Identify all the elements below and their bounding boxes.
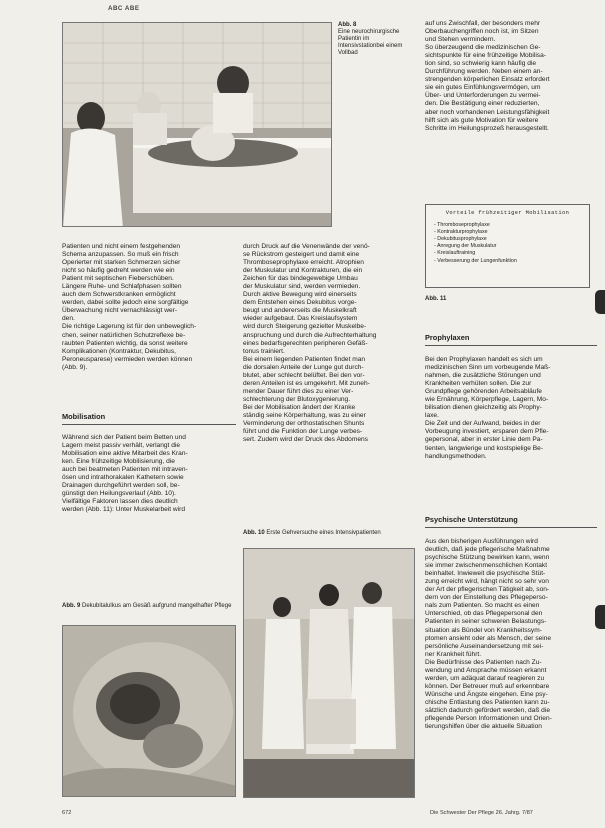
text-line: sert. Zudem wird der Druck des Abdomens xyxy=(243,436,368,444)
text-line: der Art der pflegerischen Tätigkeit ab, son- xyxy=(425,586,550,594)
text-line: ner Krankheit führt. xyxy=(425,650,482,658)
text-line: deutlich, daß jede pflegerische Maßnahme xyxy=(425,546,550,554)
caption-abb10-label: Abb. 10 xyxy=(243,530,265,536)
text-line: Überwachung nicht vernachlässigt wer- xyxy=(62,307,178,315)
text-line: Krankheiten verhüten sollen. Die zur xyxy=(425,380,532,388)
page-edge-tab xyxy=(595,290,605,314)
advantages-box xyxy=(425,204,590,288)
text-line: sichtspunkte für eine frühzeitige Mobilisa- xyxy=(425,52,546,60)
advantages-list xyxy=(434,222,581,265)
text-line: der Muskulatur und Kontrakturen, die ein xyxy=(243,267,363,275)
caption-abb11-label: Abb. 11 xyxy=(425,296,447,302)
caption-abb9-label: Abb. 9 xyxy=(62,603,81,609)
text-line: ständig seine Körperhaltung, was zu einer xyxy=(243,411,366,419)
text-line: Bei den Prophylaxen handelt es sich um xyxy=(425,356,543,363)
text-line: führt und die Funktion der Lunge verbes- xyxy=(243,428,363,436)
text-line: und Stehen vermindern. xyxy=(425,36,496,44)
text-line: Patienten in seiner schweren Belastungs- xyxy=(425,618,547,626)
caption-abb8-text: Eine neurochirurgische Patientin im Intensivstationbei einem Vollbad xyxy=(338,29,403,56)
advantage-item: - Dekubitusprophylaxe xyxy=(434,236,581,243)
advantage-item: - Thromboseprophylaxe xyxy=(434,222,581,229)
text-line: strengenden körperlichen Einsatz erfordert xyxy=(425,76,550,84)
advantage-item: - Anregung der Muskulatur xyxy=(434,243,581,250)
text-line: So überzeugend die medizinischen Ge- xyxy=(425,44,541,52)
text-line: Wünsche und Ängste eingehen. Eine psy- xyxy=(425,690,548,698)
text-line: Aus den bisherigen Ausführungen wird xyxy=(425,538,538,545)
text-line: auch bei beatmeten Patienten mit intraven- xyxy=(62,466,188,474)
text-line: beugt und andererseits die Muskelkraft xyxy=(243,307,357,315)
section-psych xyxy=(425,515,597,534)
text-line: dern von der Einstellung des Pflegeperso- xyxy=(425,594,548,602)
text-line: beinhaltet. Inwieweit die psychische Stüt- xyxy=(425,570,546,578)
section-mobilisation-heading: Mobilisation xyxy=(62,412,236,425)
text-line: können. Der Betreuer muß auf erkennbare xyxy=(425,682,550,690)
text-line: Mobilisation eine aktive Mitarbeit des Kran- xyxy=(62,450,188,458)
text-line: sie ein gutes Einfühlungsvermögen, um xyxy=(425,84,541,92)
text-line: werden, dabei sollte jedoch eine sorgfältige xyxy=(62,299,189,307)
text-line: Die Bedürfnisse des Patienten nach Zu- xyxy=(425,658,542,666)
text-line: ptomen ansieht oder als Mensch, der seine xyxy=(425,634,552,642)
text-line: auf uns Zwischfall, der besonders mehr xyxy=(425,20,541,27)
text-line: werden, um adäquat darauf reagieren zu xyxy=(425,674,545,682)
text-line: werden (Abb. 11): Unter Muskelarbeit wird xyxy=(62,506,186,514)
text-line: wendung und Ansprache müssen erkannt xyxy=(425,666,547,674)
text-line: Oberbauchengriffen noch ist, im Sitzen xyxy=(425,28,539,36)
text-line: deren Anteilen ist es umgekehrt. Mit zuneh- xyxy=(243,379,370,387)
text-line: persönliche Auseinandersetzung mit sei- xyxy=(425,642,544,650)
text-line: mender Dauer führt dies zu einer Ver- xyxy=(243,387,354,395)
text-line: pflegende Person Informationen und Orien- xyxy=(425,715,552,723)
text-line: wie Ernährung, Körperpflege, Lagern, Mo- xyxy=(425,396,549,404)
text-line: Vielfältige Faktoren lassen dies deutlich xyxy=(62,498,178,506)
text-line: Grundpflege gehörenden Arbeitsabläufe xyxy=(425,388,542,396)
footer-journal: Die Schwester Der Pflege 26. Jahrg. 7/87 xyxy=(430,810,533,816)
photo-bath xyxy=(62,22,332,227)
text-line: tierungshilfen über die aktuelle Situation xyxy=(425,723,542,731)
text-line: wieder aufgebaut. Das Kreislaufsystem xyxy=(243,315,358,323)
text-line: Lagern meist passiv verhält, verlangt die xyxy=(62,442,181,450)
footer-page-number: 672 xyxy=(62,810,72,816)
text-line: Verminderung der orthostatischen Shunts xyxy=(243,420,365,428)
text-line: die dorsalen Anteile der Lunge gut durch- xyxy=(243,363,364,371)
text-line: Peroneusparese) vermieden werden können xyxy=(62,355,193,363)
text-line: psychische Stützung bewirken kann, wenn xyxy=(425,554,550,562)
text-line: wird durch Steigerung gezielter Muskelbe- xyxy=(243,323,367,331)
text-line: Bei der Mobilisation ändert der Kranke xyxy=(243,403,356,411)
text-line: durch Druck auf die Venenwände der venö- xyxy=(243,243,370,250)
caption-abb10-text: Erste Gehversuche eines Intensivpatienten xyxy=(266,530,381,536)
text-line: medizinischen Sinn um vorbeugende Maß- xyxy=(425,364,551,372)
text-line: anspruchung und durch die Aufrechterhaltung xyxy=(243,331,377,339)
text-line: raubten Patienten wichtig, da sonst weitere xyxy=(62,339,188,347)
text-line: Die Zeit und der Aufwand, beides in der xyxy=(425,420,541,428)
column-1-para1 xyxy=(62,243,236,372)
text-line: nicht so häufig gedreht werden wie ein xyxy=(62,267,175,275)
text-line: Durchführung werden. Neben einem an- xyxy=(425,68,543,76)
text-line: bilisation dienen gleichzeitig als Prophy- xyxy=(425,404,542,412)
text-line: Patient mit septischen Fieberschüben. xyxy=(62,275,174,283)
section-prophylaxen-heading: Prophylaxen xyxy=(425,333,597,346)
text-line: dem Entstehen eines Dekubitus vorge- xyxy=(243,299,357,307)
column-3-prophylaxen-text xyxy=(425,356,597,461)
text-line: Vorbeugung investiert, ersparen dem Pfle- xyxy=(425,428,549,436)
text-line: Thromboseprophylaxe erreicht. Atrophien xyxy=(243,259,364,267)
text-line: Längere Ruhe- und Schlafphasen sollten xyxy=(62,283,182,291)
text-line: chische Entlastung des Patienten kann zu- xyxy=(425,698,550,706)
text-line: gepersonal, aber in erster Linie dem Pa- xyxy=(425,436,543,444)
advantages-box-title: Vorteile frühzeitiger Mobilisation xyxy=(445,210,570,216)
column-2-text xyxy=(243,243,415,444)
advantage-item: - Kontrakturprophylaxe xyxy=(434,229,581,236)
text-line: sie immer zwischenmenschlichen Kontakt xyxy=(425,562,548,570)
advantage-item: - Verbesserung der Lungenfunktion xyxy=(434,258,581,265)
text-line: Während sich der Patient beim Betten und xyxy=(62,434,186,441)
text-line: Die richtige Lagerung ist für den unbeweglich- xyxy=(62,323,197,331)
text-line: handlungsmethoden. xyxy=(425,452,487,460)
text-line: chen, seiner natürlichen Schutzreflexe be- xyxy=(62,331,186,339)
caption-abb8-label: Abb. 8 xyxy=(338,22,357,28)
text-line: Unterschied, ob das Pflegepersonal den xyxy=(425,610,543,618)
text-line: Schritte im Heilungsprozeß herausgestellt. xyxy=(425,124,549,132)
text-line: ken. Eine frühzeitige Mobilisierung, die xyxy=(62,458,175,466)
caption-abb10 xyxy=(243,530,415,537)
caption-abb8 xyxy=(338,22,416,57)
text-line: nals zum Patienten. So macht es einen xyxy=(425,602,540,610)
page-edge-tab-2 xyxy=(595,605,605,629)
text-line: nahmen, die zusätzliche Störungen und xyxy=(425,372,541,380)
text-line: den. xyxy=(62,315,75,323)
text-line: günstigt den Heilungsverlauf (Abb. 10). xyxy=(62,490,176,498)
text-line: Operierter mit starken Schmerzen sicher xyxy=(62,259,181,267)
right-top-paragraph xyxy=(425,20,597,133)
text-line: Komplikationen (Kontraktur, Dekubitus, xyxy=(62,347,176,355)
text-line: der Muskulatur sind, werden vermieden. xyxy=(243,283,361,291)
text-line: (Abb. 9). xyxy=(62,363,88,371)
text-line: aber noch vorhandenen Leistungsfähigkeit xyxy=(425,108,550,116)
text-line: tion sind, so schwierig kann häufig die xyxy=(425,60,537,68)
text-line: hilft sich als gute Motivation für weitere xyxy=(425,116,539,124)
photo-walking-image xyxy=(244,549,415,798)
caption-abb9 xyxy=(62,603,236,610)
advantage-item: - Kreislauftraining xyxy=(434,250,581,257)
text-line: sätzlich dadurch gefördert werden, daß die xyxy=(425,706,550,714)
text-line: situation als Bündel von Krankheitssym- xyxy=(425,626,542,634)
photo-bath-image xyxy=(63,23,332,227)
section-mobilisation xyxy=(62,412,236,431)
text-line: Schema anzupassen. So muß ein frisch xyxy=(62,251,179,259)
caption-abb9-text: Dekubitalulkus am Gesäß aufgrund mangelhafter Pflege xyxy=(82,603,232,609)
column-3-psych-text xyxy=(425,538,597,731)
text-line: se Rückstrom gesteigert und damit eine xyxy=(243,251,360,259)
section-psych-heading: Psychische Unterstützung xyxy=(425,515,597,528)
header-mark: ABC ABE xyxy=(108,5,140,12)
text-line: Patienten und nicht einem festgehenden xyxy=(62,243,181,250)
photo-decubitus xyxy=(62,625,236,797)
text-line: auch dem Schwerstkranken ermöglicht xyxy=(62,291,176,299)
text-line: Zeichen für das bindegewebige Umbau xyxy=(243,275,358,283)
column-1-para2 xyxy=(62,434,236,514)
text-line: Durch aktive Bewegung wird einerseits xyxy=(243,291,357,299)
text-line: tienten, langwierige und kostspielige Be- xyxy=(425,444,544,452)
text-line: laxe. xyxy=(425,412,439,420)
text-line: Bei einem liegenden Patienten findet man xyxy=(243,355,366,363)
text-line: ösen und intrathorakalen Kathetern sowie xyxy=(62,474,184,482)
text-line: blutet, aber schlecht belüftet. Bei den vor- xyxy=(243,371,365,379)
caption-abb11 xyxy=(425,296,446,303)
text-line: tonus trainiert. xyxy=(243,347,285,355)
text-line: den. Die Bestätigung einer reduzierten, xyxy=(425,100,540,108)
section-prophylaxen xyxy=(425,333,597,352)
text-line: Drainagen durchgeführt werden soll, be- xyxy=(62,482,180,490)
text-line: eines bedarfsgerechten peripheren Gefäß- xyxy=(243,339,368,347)
photo-walking xyxy=(243,548,415,798)
photo-decubitus-image xyxy=(63,626,236,797)
text-line: schlechterung der Blutoxygenierung. xyxy=(243,395,351,403)
text-line: Über- und Unterforderungen zu vermei- xyxy=(425,92,541,100)
text-line: zung erreicht wird, hängt nicht so sehr von xyxy=(425,578,549,586)
